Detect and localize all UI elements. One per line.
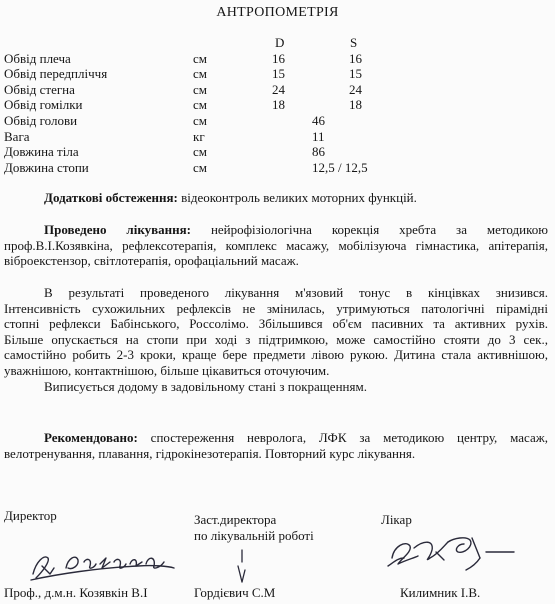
recommended-line: велотренування, плавання, гідрокінезотерапія. Повторний курс лікування. [4,445,416,461]
row-unit: см [193,66,207,81]
row-label: Вага [4,129,30,144]
recommended-label: Рекомендовано: [44,430,138,445]
row-value: 86 [312,144,325,159]
row-value-s: 18 [349,97,362,112]
row-label: Обвід передпліччя [4,66,108,81]
row-label: Обвід гомілки [4,97,83,112]
results-line: уважнішою, контактнішою, більше цікавиться оточуючим. [4,362,330,378]
extra-exam-label: Додаткові обстеження: [44,190,178,205]
recommended-line: спостереження невролога, ЛФК за методикою центру, масаж, [137,430,548,445]
row-value-d: 15 [272,66,285,81]
row-unit: см [193,144,207,159]
row-unit: см [193,160,207,175]
deputy-title-1: Заст.директора [194,512,277,527]
deputy-title-2: по лікувальній роботі [194,528,314,543]
doctor-name: Килимник І.В. [400,585,481,600]
row-label: Обвід плеча [4,51,71,66]
results-line: стопні рефлекси Бабінського, Россолімо. Збільшився об'єм пасивних та активних рухів. [4,316,548,332]
row-value-s: 16 [349,51,362,66]
row-value-s: 24 [349,82,362,97]
row-value: 12,5 / 12,5 [312,160,368,175]
results-line: самостійно робить 2-3 кроки, краще бере предмети лівою рукою. Дитина стала активнішою, [4,347,548,363]
director-name: Проф., д.м.н. Козявкін В.І [4,585,148,600]
row-unit: см [193,51,207,66]
director-title: Директор [4,508,57,523]
results-line: Більше опускається на стопи при ході з підтримкою, може самостійно стояти до 3 сек., [4,331,548,347]
treatment-label: Проведено лікування: [44,222,191,237]
row-value: 46 [312,113,325,128]
row-label: Довжина тіла [4,144,79,159]
treatment-line: нейрофізіологічна корекція хребта за методикою [191,222,548,237]
doctor-signature [384,528,524,578]
row-unit: кг [193,129,205,144]
treatment-line: проф.В.І.Козявкіна, рефлексотерапія, комплекс масажу, мобілізуюча гімнастика, апітерапія, [4,237,548,253]
extra-exam-paragraph [44,190,417,205]
discharge-text: Виписується додому в задовільному стані з покращенням. [44,379,367,394]
row-unit: см [193,97,207,112]
treatment-paragraph [4,222,548,269]
row-unit: см [193,113,207,128]
doctor-title: Лікар [381,512,412,527]
column-header-d: D [275,35,285,50]
column-header-s: S [350,35,358,50]
row-label: Обвід голови [4,113,78,128]
document-title: АНТРОПОМЕТРІЯ [216,5,339,20]
deputy-signature-mark [232,548,252,584]
director-signature [28,544,178,586]
row-label: Обвід стегна [4,82,75,97]
results-line: Інтенсивність сухожильних рефлексів не змінилась, утримуються патологічні пірамідні [4,300,548,316]
row-value-s: 15 [349,66,362,81]
deputy-name: Гордієвич С.М [194,585,276,600]
row-label: Довжина стопи [4,160,89,175]
extra-exam-text: відеоконтроль великих моторних функцій. [177,190,417,205]
row-value-d: 16 [272,51,285,66]
results-paragraph [4,285,548,379]
recommended-paragraph [4,430,548,461]
treatment-line: віброекстензор, світлотерапія, орофаціальний масаж. [4,253,299,269]
row-value: 11 [312,129,325,144]
row-value-d: 18 [272,97,285,112]
results-line: В результаті проведеного лікування м'язовий тонус в кінцівках знизився. [44,285,548,300]
row-unit: см [193,82,207,97]
row-value-d: 24 [272,82,285,97]
